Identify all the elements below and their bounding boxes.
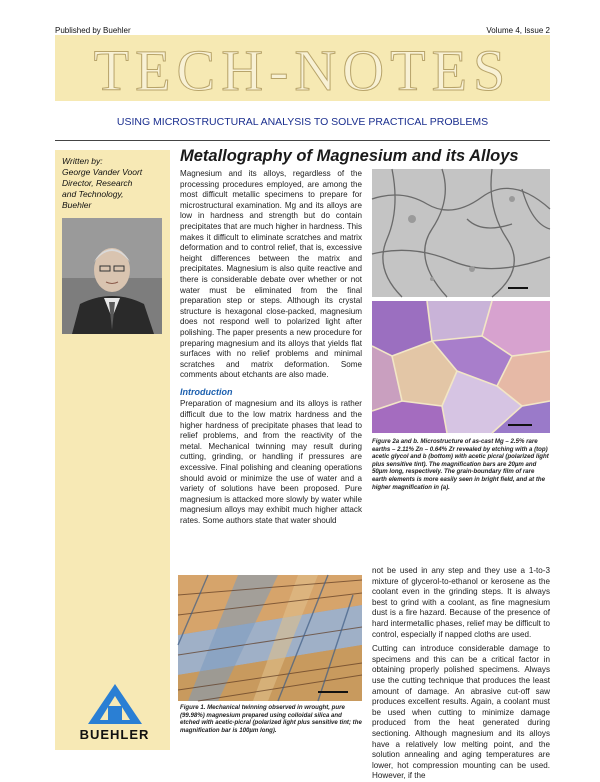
column-2-paragraph: Cutting can introduce considerable damage to specimens and this can be a critical factor in obtaining properly polished specimens. Always use the cutting technique that produces the least amount of damage. An abrasive cut-off saw produces excellent results. Again, a coolant must be used when cutting to minimize damage produced from the heat generated during sectioning. Although magnesium and its alloys have a relatively low melting point, and the solution annealing and aging temperatures are lower, hot compression mounting can be used. However, if the [372, 644, 550, 781]
author-line: and Technology, [62, 189, 124, 199]
author-line: Written by: [62, 156, 103, 166]
intro-paragraph: Magnesium and its alloys, regardless of the processing procedures employed, are among the most difficult metallic specimens to prepare for microstructural examination. Mg and its alloys are low in hardness and strength but do contain precipitates that are much higher in hardness. This makes it difficult to eliminate scratches and matrix deformation and to control relief, that is, excessive height differences between the matrix and precipitates. Magnesium is also quite reactive and there is considerable debate over whether or not water must be eliminated from the final preparation step or steps. Although its crystal structure is hexagonal close-packed, magnesium does not respond well to polarized light after polishing. The paper presents a new procedure for preparing magnesium and its alloys that yields flat surfaces with no relief problems and minimal scratches and matrix deformation. Some comments about etchants are also made. [180, 169, 362, 380]
masthead-subtitle: USING MICROSTRUCTURAL ANALYSIS TO SOLVE PRACTICAL PROBLEMS [116, 116, 489, 128]
section-paragraph: Preparation of magnesium and its alloys is rather difficult due to the low matrix hardness and the higher hardness of precipitate phases that lead to relief problems, and from the reactivity of the metal. Mechanical twinning may result during cutting, grinding, or handling if pressures are excessive. Final polishing and cleaning operations should avoid or minimize the use of water and a variety of solutions have been proposed. Pure magnesium is attacked more slowly by water while magnesium alloys may exhibit much higher attack rates. Some authors state that water should [180, 399, 362, 525]
figure-1-caption: Figure 1. Mechanical twinning observed in wrought, pure (99.98%) magnesium prepared using colloidal silica and etched with acetic-picral (polarized light plus sensitive tint; the magnification bar is 100µm long). [180, 704, 362, 734]
author-line: Director, Research [62, 178, 133, 188]
buehler-logo-text: BUEHLER [79, 727, 150, 742]
author-line: Buehler [62, 200, 92, 210]
masthead-banner [55, 35, 550, 101]
publisher-label: Published by Buehler [55, 26, 131, 35]
author-block [62, 156, 167, 211]
issue-label: Volume 4, Issue 2 [486, 26, 550, 35]
author-line: George Vander Voort [62, 167, 143, 177]
subtitle-rule [55, 140, 550, 141]
article-column-2 [372, 566, 550, 781]
figure-1-micrograph [178, 575, 362, 701]
article-column-1 [180, 169, 362, 572]
article-title: Metallography of Magnesium and its Alloys [180, 147, 519, 165]
section-heading: Introduction [180, 386, 233, 397]
figure-2b-micrograph [372, 301, 550, 433]
column-2-paragraph: not be used in any step and they use a 1-to-3 mixture of glycerol-to-ethanol or kerosene as the coolant even in the grinding steps. It is always best to grind with a coolant, as fine magnesium dust is a fire hazard. Because of the presence of hard intermetallic phases, relief may be difficult to control, especially if napped cloths are used. [372, 566, 550, 639]
masthead-title: TECH-NOTES [93, 38, 512, 103]
author-portrait [62, 218, 162, 334]
figure-2a-micrograph [372, 169, 550, 297]
buehler-logo-icon [80, 682, 150, 726]
figure-2-caption: Figure 2a and b. Microstructure of as-cast Mg – 2.5% rare earths – 2.11% Zn – 0.64% Zr revealed by etching with a (top) acetic glycol and b (bottom) with acetic picral (polarized light plus sensitive tint). The magnification bars are 20µm and 50µm long, respectively. The grain-boundary film of rare earth elements is more easily seen in bright field, and at the higher magnification in (a). [372, 438, 549, 491]
